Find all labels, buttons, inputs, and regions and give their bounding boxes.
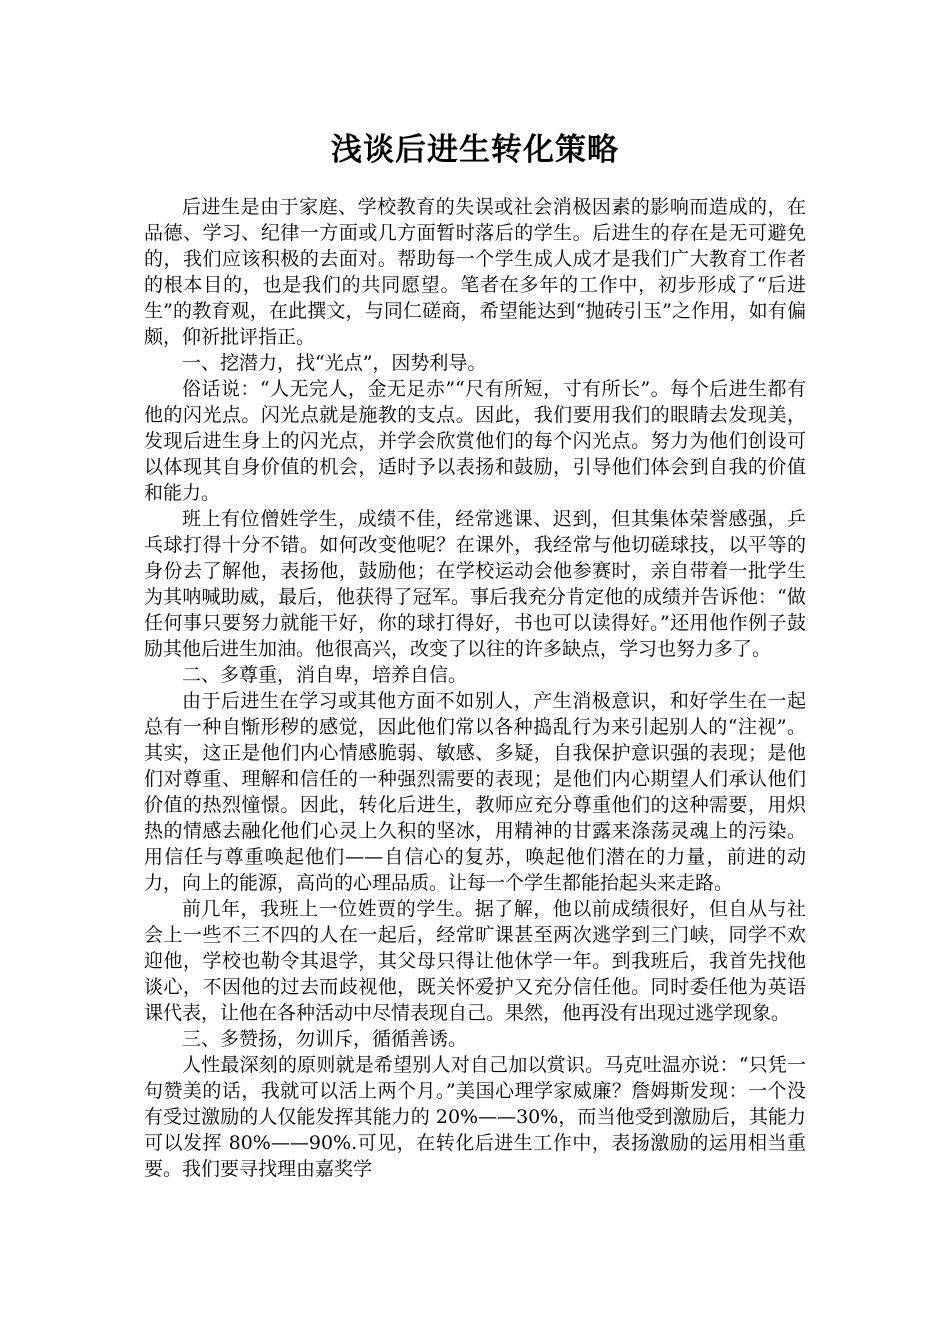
document-page: [144, 120, 806, 1182]
paragraph: 俗话说：“人无完人，金无足赤”“尺有所短，寸有所长”。每个后进生都有他的闪光点。闪光点就是施教的支点。因此，我们要用我们的眼睛去发现美，发现后进生身上的闪光点，并学会欣赏他们的每个闪光点。努力为他们创设可以体现其自身价值的机会，适时予以表扬和鼓励，引导他们体会到自我的价值和能力。: [144, 378, 806, 504]
section-heading-2: 二、多尊重，消自卑，培养自信。: [182, 664, 468, 686]
document-title: 浅谈后进生转化策略: [331, 132, 619, 168]
paragraph: 班上有位僧姓学生，成绩不佳，经常逃课、迟到，但其集体荣誉感强，乒乓球打得十分不错。如何改变他呢？在课外，我经常与他切磋球技，以平等的身份去了解他，表扬他，鼓励他；在学校运动会他参赛时，亲自带着一批学生为其呐喊助威，最后，他获得了冠军。事后我充分肯定他的成绩并告诉他：“做任何事只要努力就能干好，你的球打得好，书也可以读得好。”还用他作例子鼓励其他后进生加油。他很高兴，改变了以往的许多缺点，学习也努力多了。: [144, 508, 806, 660]
paragraph: 由于后进生在学习或其他方面不如别人，产生消极意识，和好学生在一起总有一种自惭形秽的感觉，因此他们常以各种捣乱行为来引起别人的“注视”。其实，这正是他们内心情感脆弱、敏感、多疑，自我保护意识强的表现；是他们对尊重、理解和信任的一种强烈需要的表现；是他们内心期望人们承认他们价值的热烈憧憬。因此，转化后进生，教师应充分尊重他们的这种需要，用炽热的情感去融化他们心灵上久积的坚冰，用精神的甘露来涤荡灵魂上的污染。用信任与尊重唤起他们——自信心的复苏，唤起他们潜在的力量，前进的动力，向上的能源，高尚的心理品质。让每一个学生都能抬起头来走路。: [144, 690, 806, 894]
section-heading-1: 一、挖潜力，找“光点”，因势利导。: [182, 352, 487, 374]
paragraph: 前几年，我班上一位姓贾的学生。据了解，他以前成绩很好，但自从与社会上一些不三不四的人在一起后，经常旷课甚至两次逃学到三门峡，同学不欢迎他，学校也勒令其退学，其父母只得让他休学一年。到我班后，我首先找他谈心，不因他的过去而歧视他，既关怀爱护又充分信任他。同时委任他为英语课代表，让他在各种活动中尽情表现自己。果然，他再没有出现过逃学现象。: [144, 898, 806, 1024]
paragraph-intro: 后进生是由于家庭、学校教育的失误或社会消极因素的影响而造成的，在品德、学习、纪律一方面或几方面暂时落后的学生。后进生的存在是无可避免的，我们应该积极的去面对。帮助每一个学生成人成才是我们广大教育工作者的根本目的，也是我们的共同愿望。笔者在多年的工作中，初步形成了“后进生”的教育观，在此撰文，与同仁磋商，希望能达到“抛砖引玉”之作用，如有偏颇，仰祈批评指正。: [144, 196, 806, 348]
section-heading-3: 三、多赞扬，勿训斥，循循善诱。: [182, 1028, 468, 1050]
paragraph: 人性最深刻的原则就是希望别人对自己加以赏识。马克吐温亦说：“只凭一句赞美的话，我就可以活上两个月。”美国心理学家威廉？詹姆斯发现：一个没有受过激励的人仅能发挥其能力的 20%——30%，而当他受到激励后，其能力可以发挥 80%——90%.可见，在转化后进生工作中，表扬激励的运用相当重要。我们要寻找理由嘉奖学: [144, 1054, 806, 1180]
